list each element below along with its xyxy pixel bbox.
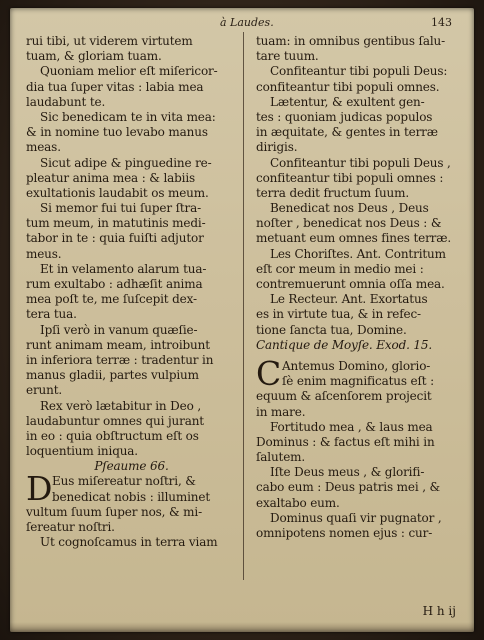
section-heading: Pſeaume 66. — [94, 459, 169, 474]
text-line: contremuerunt omnia oſſa mea. — [256, 277, 445, 291]
text-line: in eo : quia obſtructum eſt os — [26, 428, 199, 443]
text-line: Confiteantur tibi populi Deus , — [270, 155, 451, 170]
text-line: Iſte Deus meus , & glorifi- — [270, 465, 425, 480]
text-line: Rex verò lætabitur in Deo , — [40, 398, 201, 413]
text-line: es in virtute tua, & in refec- — [256, 307, 421, 322]
text-line: tera tua. — [26, 307, 77, 322]
book-page — [10, 8, 474, 632]
text-line: dirigis. — [256, 140, 298, 155]
text-line: tum meum, in matutinis medi- — [26, 216, 206, 231]
text-line: loquentium iniqua. — [26, 444, 138, 459]
left-dropcap-paragraph — [26, 469, 237, 509]
text-line: omnipotens nomen ejus : cur- — [256, 526, 433, 540]
text-line: Les Choriſtes. Ant. Contritum — [270, 246, 446, 261]
text-line: confiteantur tibi populi omnes. — [256, 79, 440, 94]
text-line: metuant eum omnes fines terræ. — [256, 231, 452, 246]
text-line: erunt. — [26, 383, 63, 398]
text-line: exaltabo eum. — [256, 495, 340, 510]
column-divider — [243, 32, 244, 580]
left-column — [26, 34, 237, 550]
text-line: manus gladii, partes vulpium — [26, 368, 199, 383]
text-line: Eus miſereatur noſtri, & — [52, 474, 196, 489]
right-column-lines-after — [256, 389, 464, 541]
text-line: in mare. — [256, 404, 306, 419]
right-column-lines — [256, 34, 464, 353]
text-line: confiteantur tibi populi omnes : — [256, 170, 444, 185]
text-line: laudabuntur omnes qui jurant — [26, 413, 204, 428]
text-line: meus. — [26, 246, 62, 261]
left-column-lines — [26, 34, 237, 474]
text-line: eſt cor meum in medio mei : — [256, 261, 424, 276]
left-column-lines-after — [26, 505, 237, 551]
text-line: Si memor fui tui ſuper ſtra- — [40, 201, 202, 216]
dropcap-letter: C — [256, 353, 282, 393]
text-line: runt animam meam, introibunt — [26, 337, 210, 352]
text-line: ſereatur noſtri. — [26, 520, 115, 534]
right-column — [256, 34, 464, 541]
text-line: tare tuum. — [256, 49, 319, 64]
page-number: 143 — [431, 16, 452, 29]
text-line: tuam, & gloriam tuam. — [26, 49, 162, 64]
text-line: dia tua ſuper vitas : labia mea — [26, 79, 204, 94]
text-line: Et in velamento alarum tua- — [40, 261, 207, 276]
right-dropcap-paragraph — [256, 353, 464, 393]
text-line: Sicut adipe & pinguedine re- — [40, 155, 212, 170]
text-line: Sic benedicam te in vita mea: — [40, 109, 216, 124]
text-line: rum exultabo : adhæſit anima — [26, 277, 203, 291]
text-line: Le Recteur. Ant. Exortatus — [270, 292, 428, 307]
text-line: terra dedit fructum ſuum. — [256, 185, 410, 200]
text-line: ſalutem. — [256, 450, 306, 465]
text-line: mea poſt te, me ſuſcepit dex- — [26, 292, 197, 307]
text-line: meas. — [26, 140, 61, 155]
text-line: noſter , benedicat nos Deus : & — [256, 216, 442, 231]
text-line: tuam: in omnibus gentibus ſalu- — [256, 34, 445, 48]
signature-mark: H h ij — [422, 604, 456, 618]
text-line: vultum ſuum ſuper nos, & mi- — [26, 504, 202, 519]
text-line: exultationis laudabit os meum. — [26, 185, 209, 200]
text-line: Quoniam melior eſt miſericor- — [40, 64, 218, 79]
text-line: Antemus Domino, glorio- — [282, 358, 431, 373]
text-line: Confiteantur tibi populi Deus: — [270, 64, 448, 79]
text-line: Dominus : & factus eſt mihi in — [256, 434, 435, 449]
text-line: laudabunt te. — [26, 94, 106, 109]
text-line: Ut cognoſcamus in terra viam — [40, 535, 218, 550]
text-line: tes : quoniam judicas populos — [256, 109, 433, 124]
text-line: Fortitudo mea , & laus mea — [270, 419, 433, 434]
text-line: ſè enim magnificatus eſt : — [282, 374, 435, 389]
text-line: in æquitate, & gentes in terræ — [256, 125, 438, 140]
text-line: cabo eum : Deus patris mei , & — [256, 480, 441, 495]
text-line: Benedicat nos Deus , Deus — [270, 201, 429, 216]
text-line: & in nomine tuo levabo manus — [26, 125, 208, 140]
page-bottom-shadow — [10, 622, 474, 632]
dropcap-letter: D — [26, 469, 53, 509]
text-line: rui tibi, ut viderem virtutem — [26, 34, 193, 48]
text-line: Lætentur, & exultent gen- — [270, 94, 425, 109]
text-line: in inferiora terræ : tradentur in — [26, 352, 214, 367]
running-title: à Laudes. — [220, 16, 274, 29]
text-line: pleatur anima mea : & labiis — [26, 170, 196, 185]
text-line: tabor in te : quia fuiſti adjutor — [26, 231, 204, 246]
text-line: benedicat nobis : illuminet — [52, 489, 211, 504]
running-header — [10, 16, 474, 30]
text-line: Ipſi verò in vanum quæſie- — [40, 322, 198, 337]
text-line: equum & aſcenſorem projecit — [256, 389, 432, 404]
text-line: Dominus quaſi vir pugnator , — [270, 510, 442, 525]
text-line: tione ſancta tua, Domine. — [256, 322, 407, 337]
section-heading: Cantique de Moyſe. Exod. 15. — [256, 337, 433, 352]
